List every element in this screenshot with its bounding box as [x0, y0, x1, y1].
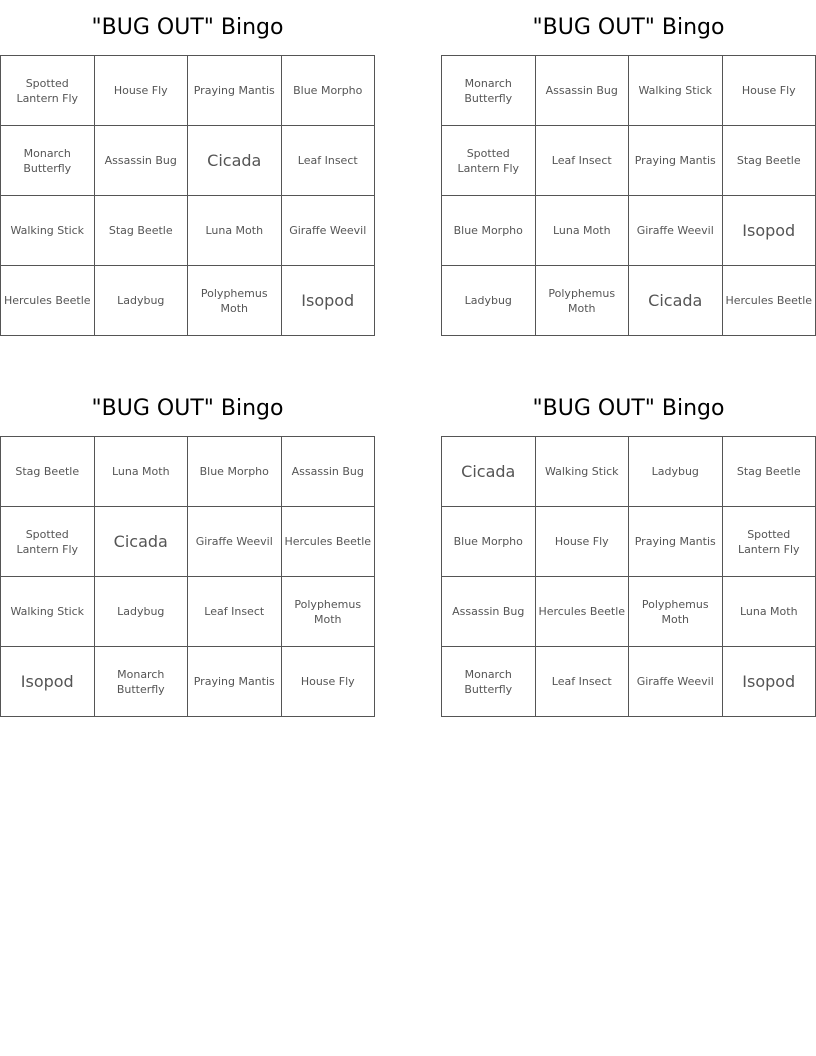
grid-row — [442, 56, 816, 126]
bingo-cell: Monarch Butterfly — [442, 56, 536, 126]
grid-row — [1, 647, 375, 717]
bingo-cell: Polyphemus Moth — [535, 266, 629, 336]
grid-row — [442, 266, 816, 336]
bingo-cell: Cicada — [94, 507, 188, 577]
grid-row — [1, 126, 375, 196]
bingo-cell: Ladybug — [442, 266, 536, 336]
grid-row — [1, 437, 375, 507]
bingo-cell: Walking Stick — [1, 196, 95, 266]
bingo-cell: Polyphemus Moth — [188, 266, 282, 336]
bingo-cell: Assassin Bug — [535, 56, 629, 126]
bingo-cell: Stag Beetle — [94, 196, 188, 266]
bingo-cell: Giraffe Weevil — [188, 507, 282, 577]
bingo-grid — [0, 55, 375, 336]
bingo-cell: Leaf Insect — [535, 126, 629, 196]
grid-row — [442, 647, 816, 717]
bingo-cell: Blue Morpho — [188, 437, 282, 507]
bingo-cell: Ladybug — [94, 266, 188, 336]
bingo-cell: Stag Beetle — [1, 437, 95, 507]
bingo-cell: Polyphemus Moth — [281, 577, 375, 647]
bingo-cell: Stag Beetle — [722, 126, 816, 196]
bingo-cell: Monarch Butterfly — [442, 647, 536, 717]
grid-row — [442, 196, 816, 266]
bingo-cell: Spotted Lantern Fly — [722, 507, 816, 577]
bingo-cell: Monarch Butterfly — [94, 647, 188, 717]
bingo-cell: Hercules Beetle — [1, 266, 95, 336]
bingo-cell: Hercules Beetle — [281, 507, 375, 577]
bingo-grid — [441, 55, 816, 336]
bingo-card — [0, 381, 375, 717]
bingo-cell: Walking Stick — [1, 577, 95, 647]
bingo-card — [0, 0, 375, 336]
bingo-cell: Spotted Lantern Fly — [442, 126, 536, 196]
bingo-cell: Walking Stick — [535, 437, 629, 507]
bingo-grid — [0, 436, 375, 717]
card-title: "BUG OUT" Bingo — [532, 15, 725, 40]
bingo-cell: Monarch Butterfly — [1, 126, 95, 196]
bingo-cell: Luna Moth — [722, 577, 816, 647]
bingo-cell: Isopod — [722, 196, 816, 266]
grid-row — [442, 126, 816, 196]
bingo-cell: House Fly — [722, 56, 816, 126]
bingo-cell: Ladybug — [629, 437, 723, 507]
bingo-cell: Isopod — [722, 647, 816, 717]
bingo-cell: House Fly — [94, 56, 188, 126]
bingo-cell: Praying Mantis — [188, 56, 282, 126]
grid-row — [442, 437, 816, 507]
bingo-cell: Luna Moth — [94, 437, 188, 507]
bingo-cell: Stag Beetle — [722, 437, 816, 507]
bingo-cell: Giraffe Weevil — [629, 196, 723, 266]
bingo-cell: Blue Morpho — [442, 507, 536, 577]
bingo-card — [441, 0, 816, 336]
bingo-cell: Assassin Bug — [94, 126, 188, 196]
bingo-cell: Leaf Insect — [188, 577, 282, 647]
bingo-cell: Praying Mantis — [629, 126, 723, 196]
bingo-cell: Blue Morpho — [442, 196, 536, 266]
bingo-cell: Hercules Beetle — [722, 266, 816, 336]
bingo-cell: Praying Mantis — [188, 647, 282, 717]
grid-row — [442, 507, 816, 577]
bingo-cell: House Fly — [281, 647, 375, 717]
bingo-cell: Luna Moth — [535, 196, 629, 266]
grid-row — [1, 266, 375, 336]
bingo-cell: Spotted Lantern Fly — [1, 507, 95, 577]
bingo-cell: Assassin Bug — [442, 577, 536, 647]
grid-row — [1, 56, 375, 126]
bingo-cell: Blue Morpho — [281, 56, 375, 126]
bingo-cell: Cicada — [188, 126, 282, 196]
bingo-cell: Leaf Insect — [535, 647, 629, 717]
bingo-cell: Leaf Insect — [281, 126, 375, 196]
grid-row — [1, 196, 375, 266]
bingo-cell: Cicada — [629, 266, 723, 336]
card-title: "BUG OUT" Bingo — [91, 396, 284, 421]
bingo-cell: Isopod — [281, 266, 375, 336]
bingo-card — [441, 381, 816, 717]
bingo-cell: Spotted Lantern Fly — [1, 56, 95, 126]
grid-row — [442, 577, 816, 647]
bingo-grid — [441, 436, 816, 717]
bingo-cell: Isopod — [1, 647, 95, 717]
grid-row — [1, 507, 375, 577]
bingo-cell: Luna Moth — [188, 196, 282, 266]
bingo-cell: House Fly — [535, 507, 629, 577]
card-title: "BUG OUT" Bingo — [532, 396, 725, 421]
bingo-cell: Polyphemus Moth — [629, 577, 723, 647]
card-title: "BUG OUT" Bingo — [91, 15, 284, 40]
bingo-cell: Hercules Beetle — [535, 577, 629, 647]
bingo-cell: Walking Stick — [629, 56, 723, 126]
bingo-cell: Praying Mantis — [629, 507, 723, 577]
bingo-cell: Giraffe Weevil — [281, 196, 375, 266]
bingo-cell: Cicada — [442, 437, 536, 507]
bingo-cell: Ladybug — [94, 577, 188, 647]
grid-row — [1, 577, 375, 647]
bingo-cell: Assassin Bug — [281, 437, 375, 507]
bingo-cell: Giraffe Weevil — [629, 647, 723, 717]
